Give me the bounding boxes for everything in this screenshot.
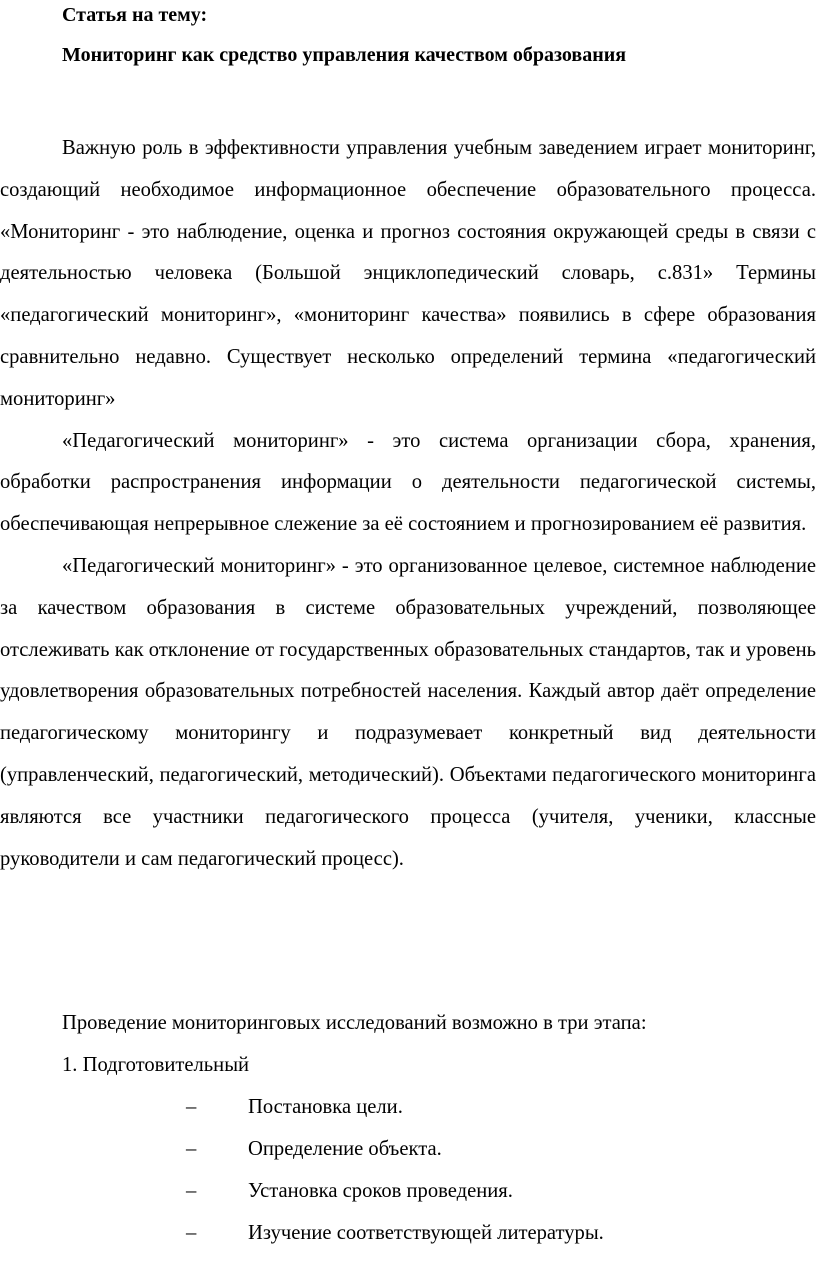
paragraph-2: «Педагогический мониторинг» - это система организации сбора, хранения, обработки распространения информации о деятельности педагогической системы, обеспечивающая непрерывное слежение за её состоянием и прогнозированием её развития.	[0, 429, 816, 536]
stages-intro: Проведение мониторинговых исследований возможно в три этапа:	[62, 1012, 647, 1034]
list-item	[0, 1096, 816, 1138]
list-item-text: Изучение соответствующей литературы.	[248, 1222, 604, 1244]
stage-1-list	[0, 1096, 816, 1264]
article-body	[0, 128, 816, 880]
list-item	[0, 1138, 816, 1180]
list-item-text: Определение объекта.	[248, 1138, 442, 1160]
list-item-text: Постановка цели.	[248, 1096, 403, 1118]
list-dash: –	[186, 1222, 197, 1244]
list-item	[0, 1180, 816, 1222]
list-dash: –	[186, 1138, 197, 1160]
list-item	[0, 1222, 816, 1264]
paragraph-1: Важную роль в эффективности управления учебным заведением играет мониторинг, создающий необходимое информационное обеспечение образовательного процесса. «Мониторинг - это наблюдение, оценка и прогноз состояния окружающей среды в связи с деятельностью человека (Большой энциклопедический словарь, с.831» Термины «педагогический мониторинг», «мониторинг качества» появились в сфере образования сравнительно недавно. Существует несколько определений термина «педагогический мониторинг»	[0, 137, 816, 410]
heading-article-label: Статья на тему:	[62, 4, 208, 26]
list-item-text: Установка сроков проведения.	[248, 1180, 513, 1202]
paragraph-3: «Педагогический мониторинг» - это организованное целевое, системное наблюдение за качеством образования в системе образовательных учреждений, позволяющее отслеживать как отклонение от государственных образовательных стандартов, так и уровень удовлетворения образовательных потребностей населения. Каждый автор даёт определение педагогическому мониторингу и подразумевает конкретный вид деятельности (управленческий, педагогический, методический). Объектами педагогического мониторинга являются все участники педагогического процесса (учителя, ученики, классные руководители и сам педагогический процесс).	[0, 554, 816, 870]
stage-1-heading: 1. Подготовительный	[62, 1054, 250, 1076]
list-dash: –	[186, 1180, 197, 1202]
list-dash: –	[186, 1096, 197, 1118]
heading-article-title: Мониторинг как средство управления качеством образования	[62, 44, 627, 66]
